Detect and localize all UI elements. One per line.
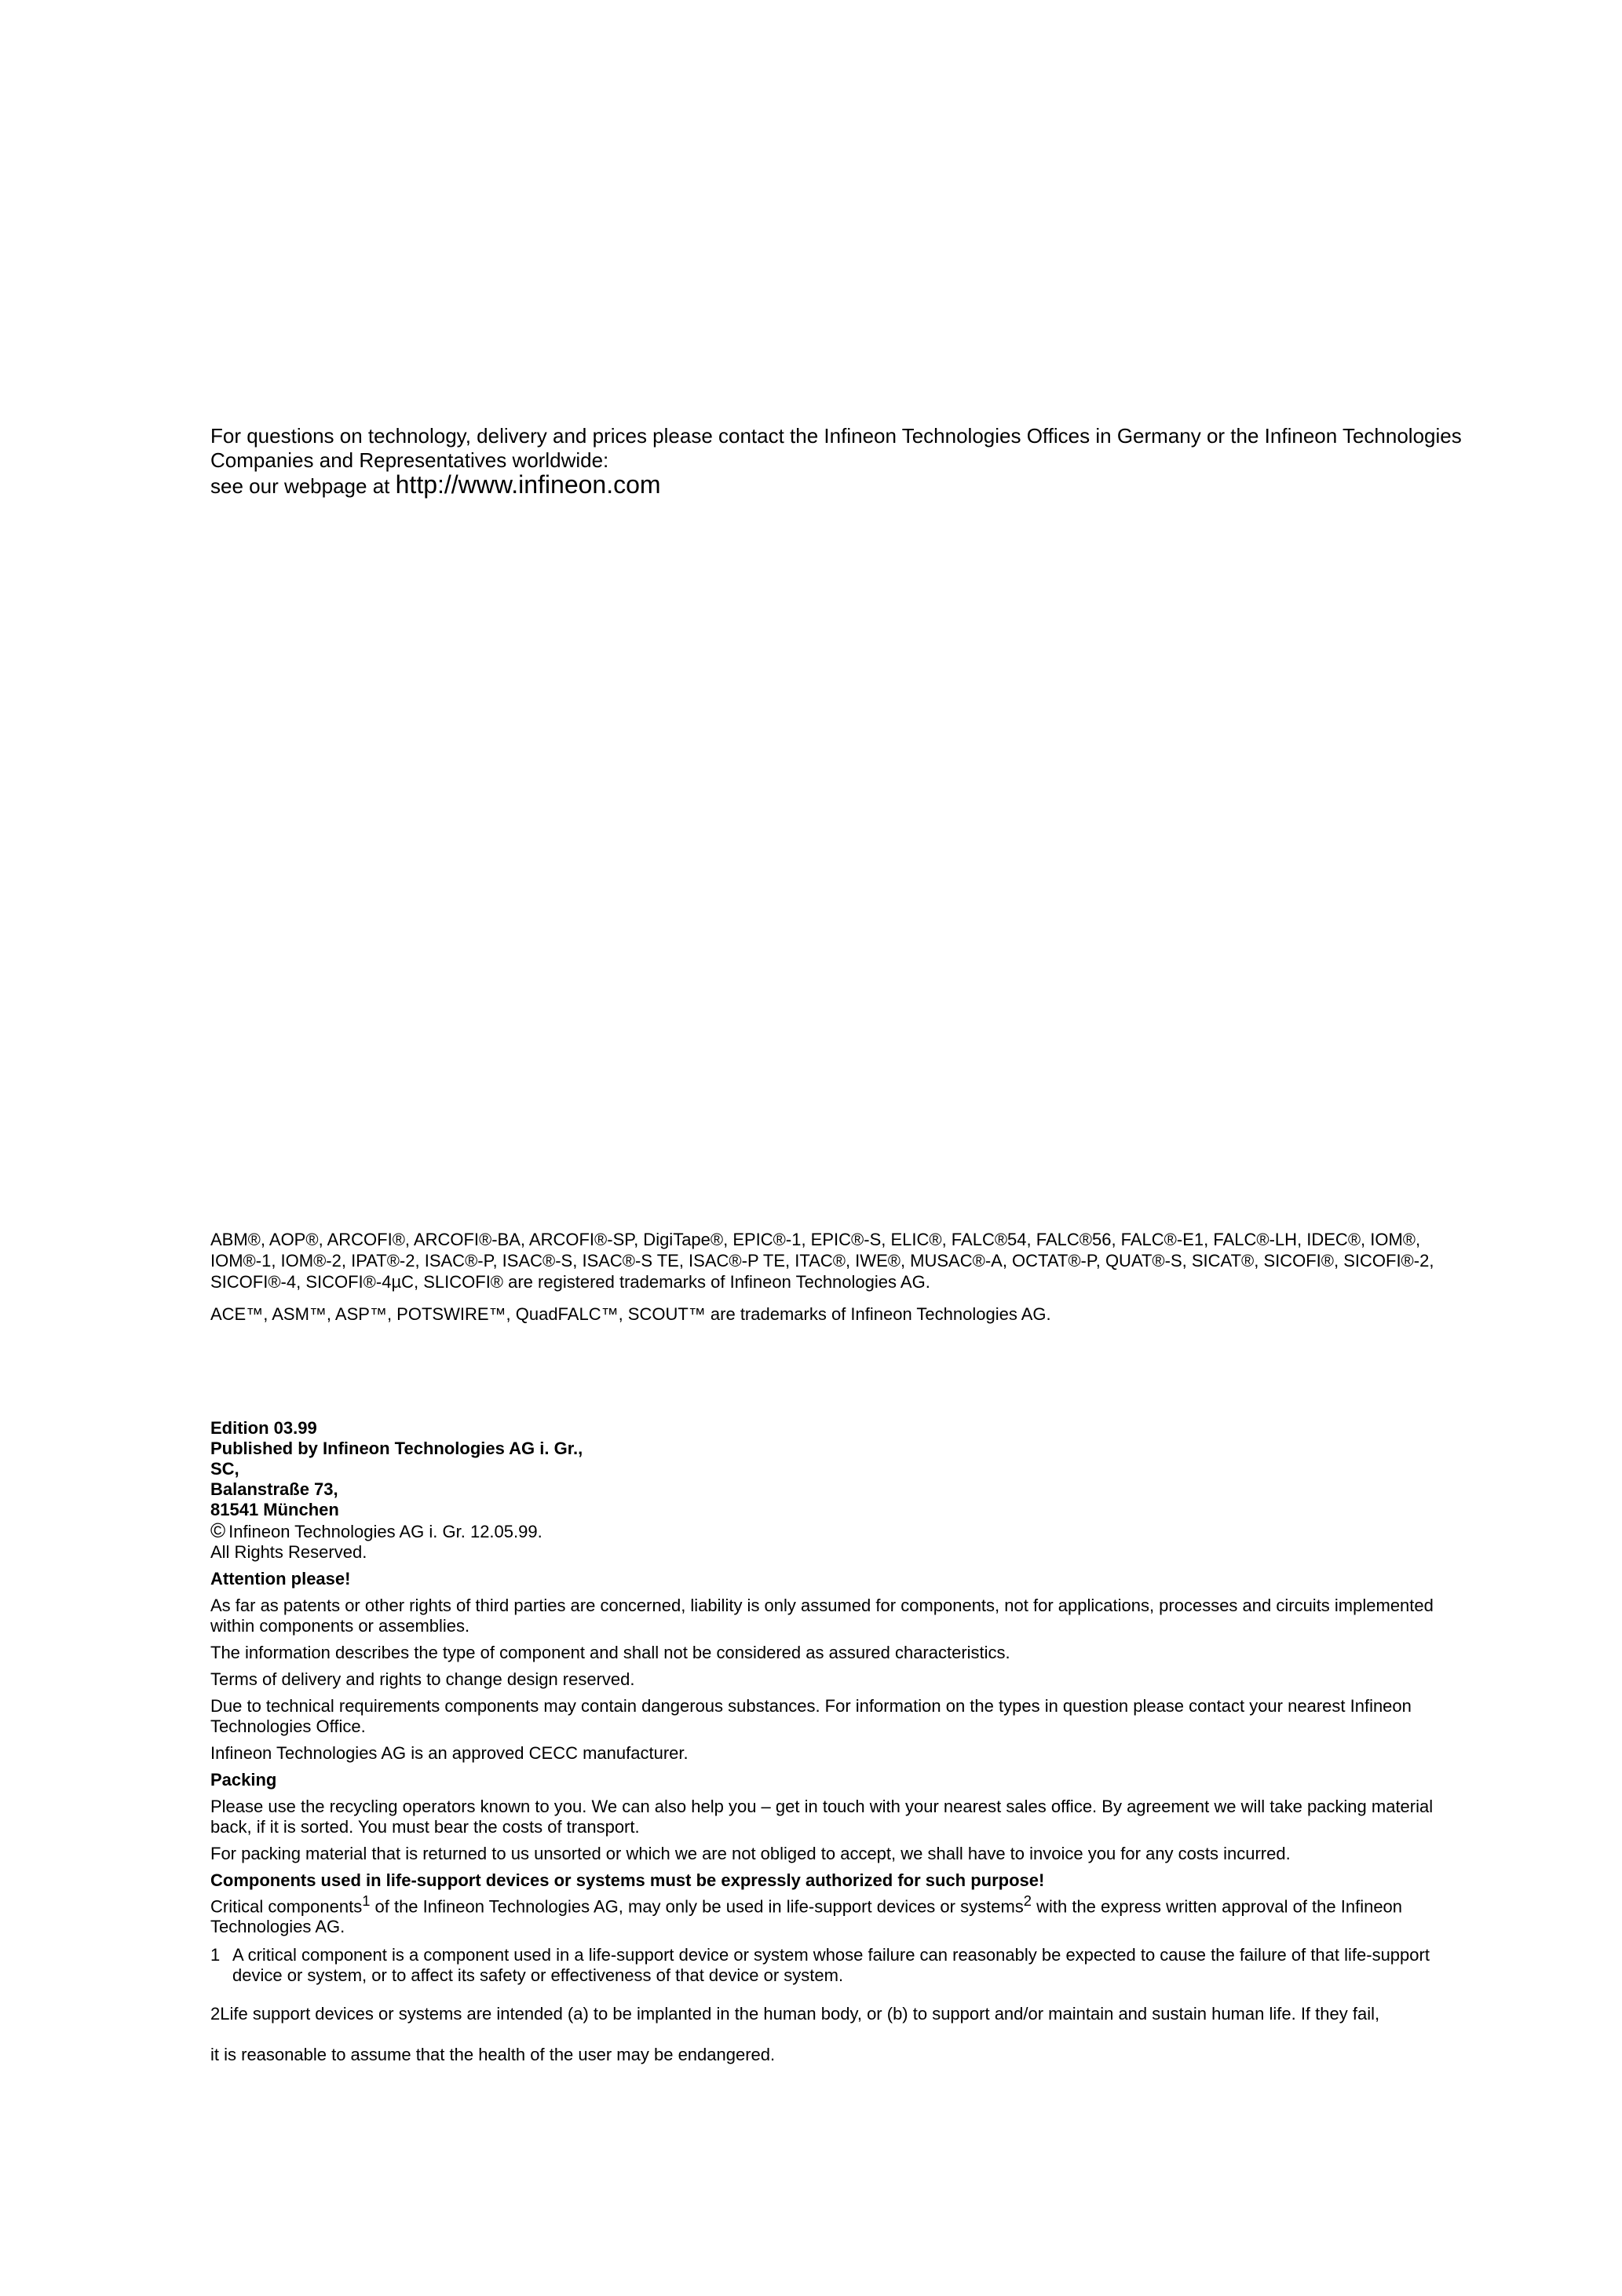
- life-support-heading: Components used in life-support devices or systems must be expressly authorized for such purpose!: [210, 1870, 1045, 1890]
- life-support-text: with the express written approval of the Infineon Technologies AG.: [210, 1896, 1403, 1937]
- attention-heading: Attention please!: [210, 1569, 351, 1589]
- life-support-text: Critical components: [210, 1896, 363, 1917]
- legal-section: [210, 1418, 1474, 2075]
- packing-paragraph: For packing material that is returned to us unsorted or which we are not obliged to accept, we shall have to invoice you for any costs incurred.: [210, 1844, 1291, 1863]
- footnote-text: it is reasonable to assume that the health of the user may be endangered.: [210, 2045, 776, 2065]
- webpage-prefix: see our webpage at: [210, 474, 396, 498]
- attention-paragraph: As far as patents or other rights of third parties are concerned, liability is only assumed for components, not for applications, processes and circuits implemented within components or assemblies.: [210, 1596, 1434, 1636]
- footnote-ref: 2: [1023, 1892, 1032, 1909]
- webpage-line: [210, 470, 1474, 499]
- attention-paragraph: Infineon Technologies AG is an approved CECC manufacturer.: [210, 1743, 689, 1763]
- footnote-1: [210, 1945, 1474, 1986]
- copyright-text: Infineon Technologies AG i. Gr. 12.05.99.: [228, 1522, 542, 1541]
- publisher-street: Balanstraße 73,: [210, 1479, 338, 1499]
- attention-paragraph: The information describes the type of component and shall not be considered as assured characteristics.: [210, 1643, 1010, 1662]
- attention-paragraph: Due to technical requirements components may contain dangerous substances. For information on the types in question please contact your nearest Infineon Technologies Office.: [210, 1696, 1412, 1736]
- footnote-text: A critical component is a component used in a life-support device or system whose failure can reasonably be expected to cause the failure of that life-support device or system, or to affect its safety or effectiveness of that device or system.: [232, 1945, 1430, 1986]
- webpage-link[interactable]: http://www.infineon.com: [395, 470, 661, 499]
- publisher-dept: SC,: [210, 1459, 239, 1479]
- packing-heading: Packing: [210, 1770, 277, 1790]
- life-support-text: of the Infineon Technologies AG, may only be used in life-support devices or systems: [370, 1896, 1024, 1917]
- registered-trademarks: ABM®, AOP®, ARCOFI®, ARCOFI®-BA, ARCOFI®-SP, DigiTape®, EPIC®-1, EPIC®-S, ELIC®, FALC®54, FALC®56, FALC®-E1, FALC®-LH, IDEC®, IOM®, IOM®-1, IOM®-2, IPAT®-2, ISAC®-P, ISAC®-S, ISAC®-S TE, ISAC®-P TE, ITAC®, IWE®, MUSAC®-A, OCTAT®-P, QUAT®-S, SICAT®, SICOFI®, SICOFI®-2, SICOFI®-4, SICOFI®-4µC, SLICOFI® are registered trademarks of Infineon Technologies AG.: [210, 1230, 1434, 1292]
- publisher-city: 81541 München: [210, 1500, 339, 1519]
- edition: Edition 03.99: [210, 1418, 317, 1438]
- publisher: Published by Infineon Technologies AG i. Gr.,: [210, 1439, 583, 1458]
- attention-paragraph: Terms of delivery and rights to change design reserved.: [210, 1669, 635, 1689]
- footnote-2: [210, 1994, 1474, 2075]
- contact-text: For questions on technology, delivery and prices please contact the Infineon Technologies Offices in Germany or the Infineon Technologies Companies and Representatives worldwide:: [210, 424, 1462, 472]
- footnote-number: 1: [210, 1945, 221, 1965]
- trademarks-section: [210, 1229, 1474, 1336]
- contact-section: [210, 424, 1474, 499]
- footnote-ref: 1: [362, 1892, 371, 1909]
- rights: All Rights Reserved.: [210, 1542, 367, 1562]
- copyright: [210, 1520, 1474, 1542]
- life-support-paragraph: [210, 1891, 1474, 1937]
- footnote-text: 2Life support devices or systems are intended (a) to be implanted in the human body, or (b) to support and/or maintain and sustain human life. If they fail,: [210, 2004, 1380, 2024]
- packing-paragraph: Please use the recycling operators known to you. We can also help you – get in touch with your nearest sales office. By agreement we will take packing material back, if it is sorted. You must bear the costs of transport.: [210, 1797, 1434, 1837]
- copyright-icon: ©: [210, 1519, 226, 1542]
- trademarks: ACE™, ASM™, ASP™, POTSWIRE™, QuadFALC™, SCOUT™ are trademarks of Infineon Technologies AG.: [210, 1304, 1051, 1324]
